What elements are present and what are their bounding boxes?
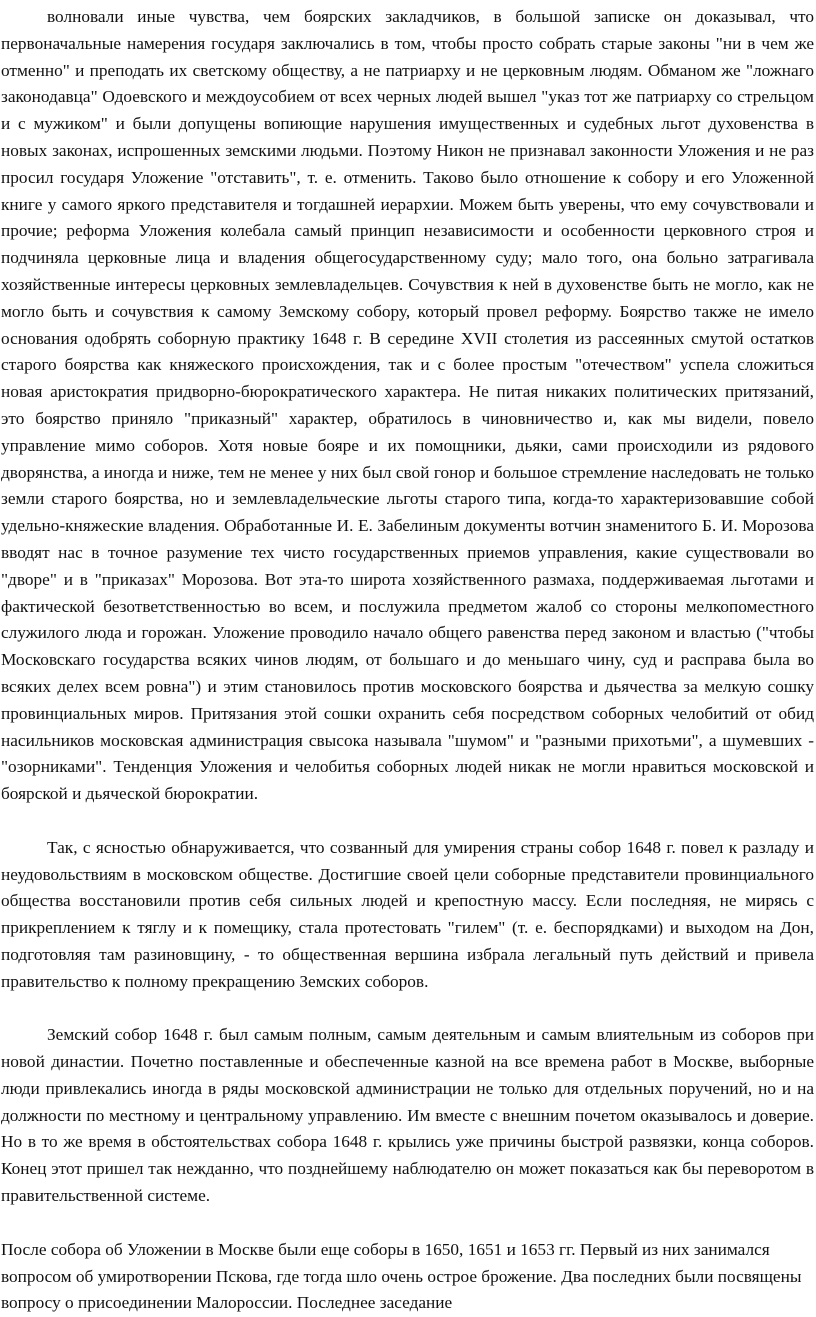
paragraph-spacer	[0, 1210, 816, 1237]
paragraph-spacer	[0, 995, 816, 1022]
paragraph-4: После собора об Уложении в Москве были еще соборы в 1650, 1651 и 1653 гг. Первый из них занимался вопросом об умиротворении Пскова, где тогда шло очень острое брожение. Два последних были посвящены вопросу о присоединении Малороссии. Последнее заседание	[1, 1239, 802, 1313]
paragraph-2: Так, с ясностью обнаруживается, что созванный для умирения страны собор 1648 г. повел к разладу и неудовольствиям в московском обществе. Достигшие своей цели соборные представители провинциального общества восстановили против себя сильных людей и крепостную массу. Если последняя, не мирясь с прикреплением к тяглу и к помещику, стала протестовать "гилем" (т. е. беспорядками) и выходом на Дон, подготовляя там разиновщину, - то общественная вершина избрала легальный путь действий и привела правительство к полному прекращению Земских соборов.	[1, 837, 814, 991]
paragraph-3: Земский собор 1648 г. был самым полным, самым деятельным и самым влиятельным из соборов при новой династии. Почетно поставленные и обеспеченные казной на все времена работ в Москве, выборные люди привлекались иногда в ряды московской администрации не только для отдельных поручений, но и на должности по местному и центральному управлению. Им вместе с внешним почетом оказывалось и доверие. Но в то же время в обстоятельствах собора 1648 г. крылись уже причины быстрой развязки, конца соборов. Конец этот пришел так нежданно, что позднейшему наблюдателю он может показаться как бы переворотом в правительственной системе.	[1, 1025, 814, 1206]
paragraph-spacer	[0, 808, 816, 835]
paragraph-1: волновали иные чувства, чем боярских закладчиков, в большой записке он доказывал, что первоначальные намерения государя заключались в том, чтобы просто собрать старые законы "ни в чем же отменно" и преподать их светскому обществу, а не патриарху и не церковным людям. Обманом же "ложнаго законодавца" Одоевского и междоусобием от всех черных людей вышел "указ тот же патриарху со стрельцом и с мужиком" и были допущены вопиющие нарушения имущественных и судебных льгот духовенства в новых законах, испрошенных земскими людьми. Поэтому Никон не признавал законности Уложения и не раз просил государя Уложение "отставить", т. е. отменить. Таково было отношение к собору и его Уложенной книге у самого яркого представителя и тогдашней иерархии. Можем быть уверены, что ему сочувствовали и прочие; реформа Уложения колебала самый принцип независимости и особенности церковного строя и подчиняла церковные лица и владения общегосударственному суду; мало того, она больно затрагивала хозяйственные интересы церковных землевладельцев. Сочувствия к ней в духовенстве быть не могло, как не могло быть и сочувствия к самому Земскому собору, который провел реформу. Боярство также не имело основания одобрять соборную практику 1648 г. В середине XVII столетия из рассеянных смутой остатков старого боярства как княжеского происхождения, так и с более простым "отечеством" успела сложиться новая аристократия придворно-бюрократического характера. Не питая никаких политических притязаний, это боярство приняло "приказный" характер, обратилось в чиновничество и, как мы видели, повело управление мимо соборов. Хотя новые бояре и их помощники, дьяки, сами происходили из рядового дворянства, а иногда и ниже, тем не менее у них был свой гонор и большое стремление наследовать не только земли старого боярства, но и землевладельческие льготы старого типа, когда-то характеризовавшие собой удельно-княжеские владения. Обработанные И. Е. Забелиным документы вотчин знаменитого Б. И. Морозова вводят нас в точное разумение тех чисто государственных приемов управления, какие существовали во "дворе" и в "приказах" Морозова. Вот эта-то широта хозяйственного размаха, поддерживаемая льготами и фактической безответственностью во всем, и послужила предметом жалоб со стороны мелкопоместного служилого люда и горожан. Уложение проводило начало общего равенства перед законом и властью ("чтобы Московскаго государства всяких чинов людям, от большаго и до меньшаго чину, суд и расправа была во всяких делех всем ровна") и этим становилось против московского боярства и дьячества за мелкую сошку провинциальных миров. Притязания этой сошки охранить себя посредством соборных челобитий от обид насильников московская администрация свысока называла "шумом" и "разными прихотьми", а шумевших - "озорниками". Тенденция Уложения и челобитья соборных людей никак не могли нравиться московской и боярской и дьяческой бюрократии.	[1, 7, 814, 804]
